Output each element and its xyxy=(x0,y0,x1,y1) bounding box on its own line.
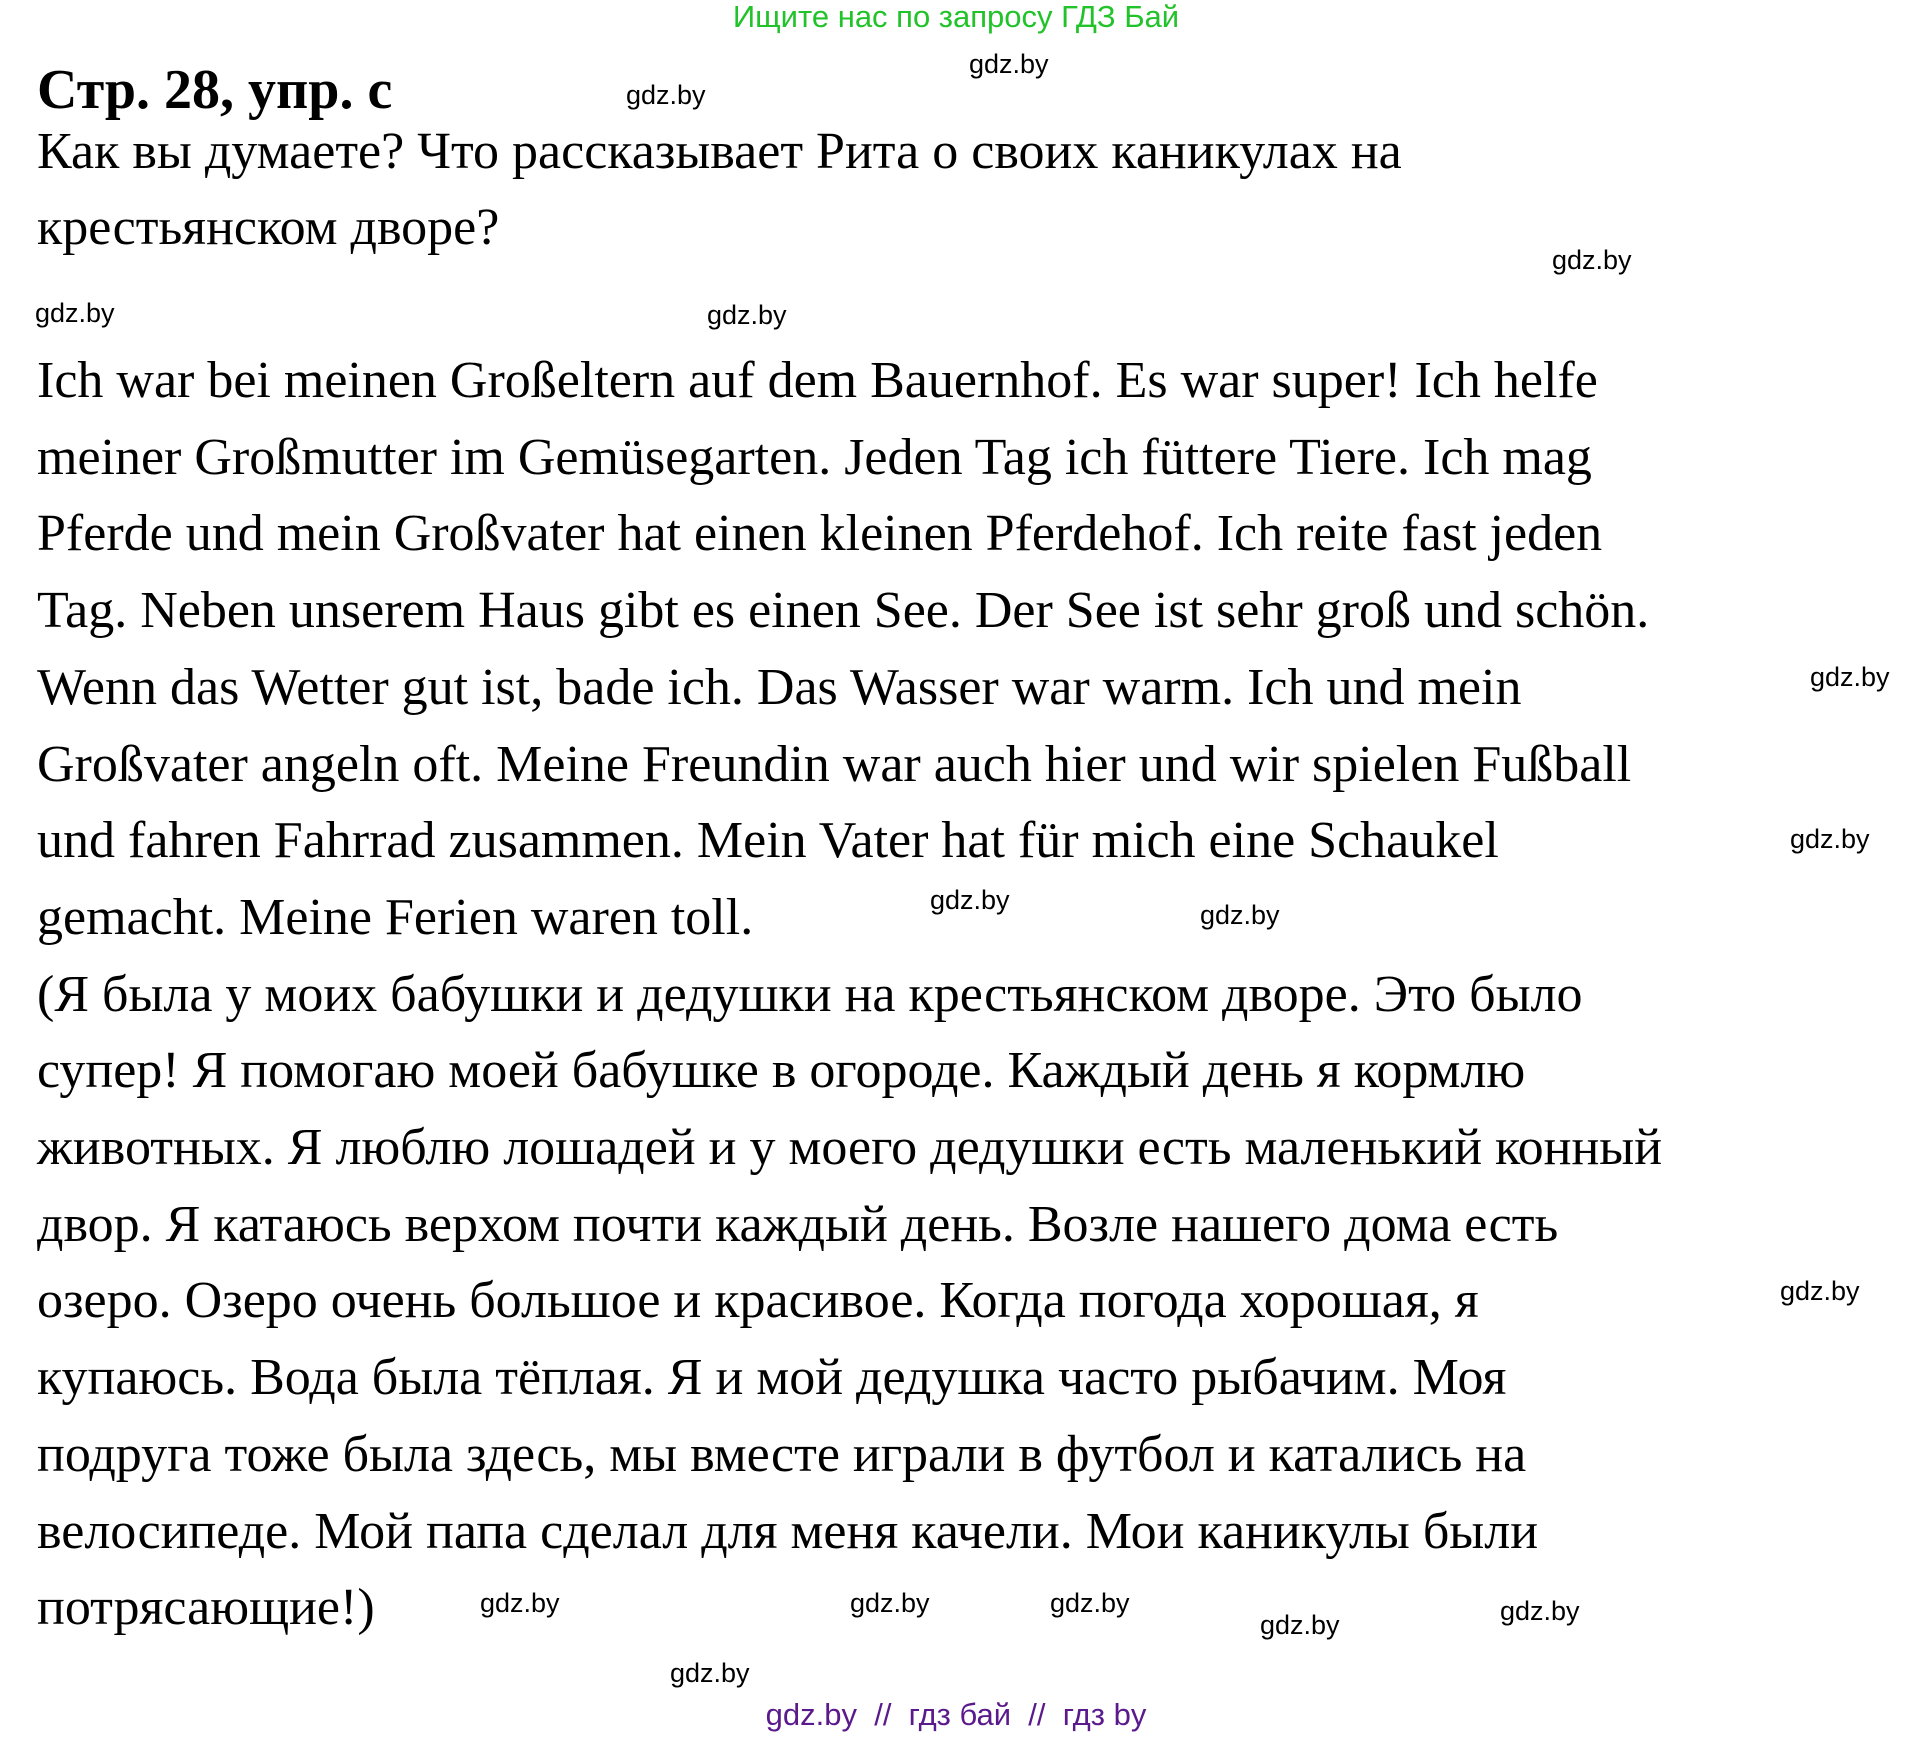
watermark: gdz.by xyxy=(1500,1596,1580,1626)
watermark: gdz.by xyxy=(480,1588,560,1618)
translation-line: животных. Я люблю лошадей и у моего дедушки есть маленький конный xyxy=(37,1119,1663,1177)
translation-line: подруга тоже была здесь, мы вместе играли в футбол и катались на xyxy=(37,1425,1527,1483)
answer-line: Ich war bei meinen Großeltern auf dem Bauernhof. Es war super! Ich helfe xyxy=(37,352,1598,409)
watermark: gdz.by xyxy=(850,1588,930,1618)
question-line: Как вы думаете? Что рассказывает Рита о своих каникулах на xyxy=(37,123,1402,180)
translation-line: двор. Я катаюсь верхом почти каждый день. Возле нашего дома есть xyxy=(37,1195,1559,1253)
translation-line: супер! Я помогаю моей бабушке в огороде. Каждый день я кормлю xyxy=(37,1042,1526,1100)
watermark: gdz.by xyxy=(1260,1610,1340,1640)
watermark: gdz.by xyxy=(969,49,1049,79)
header-banner: Ищите нас по запросу ГДЗ Бай xyxy=(732,0,1180,34)
translation-line: купаюсь. Вода была тёплая. Я и мой дедушка часто рыбачим. Моя xyxy=(37,1349,1507,1407)
watermark: gdz.by xyxy=(1050,1588,1130,1618)
answer-line: meiner Großmutter im Gemüsegarten. Jeden Tag ich füttere Tiere. Ich mag xyxy=(37,428,1592,486)
watermark: gdz.by xyxy=(707,300,787,330)
watermark: gdz.by xyxy=(1552,245,1632,275)
watermark: gdz.by xyxy=(930,885,1010,915)
question xyxy=(37,114,1402,266)
watermark: gdz.by xyxy=(35,298,115,328)
answer-line: Tag. Neben unserem Haus gibt es einen See. Der See ist sehr groß und schön. xyxy=(37,582,1650,640)
translation-line: потрясающие!) xyxy=(37,1579,375,1637)
translation-line: озеро. Озеро очень большое и красивое. Когда погода хорошая, я xyxy=(37,1272,1479,1330)
answer-line: Wenn das Wetter gut ist, bade ich. Das Wasser war warm. Ich und mein xyxy=(37,658,1522,716)
translation-line: (Я была у моих бабушки и дедушки на крестьянском дворе. Это было xyxy=(37,965,1583,1023)
watermark: gdz.by xyxy=(1200,900,1280,930)
translation-line: велосипеде. Мой папа сделал для меня качели. Мои каникулы были xyxy=(37,1502,1539,1560)
footer-links: gdz.by // гдз бай // гдз by xyxy=(765,1697,1147,1732)
watermark: gdz.by xyxy=(670,1658,750,1688)
answer xyxy=(37,343,1662,1647)
question-line: крестьянском дворе? xyxy=(37,199,500,256)
watermark: gdz.by xyxy=(1810,662,1890,692)
answer-line: Großvater angeln oft. Meine Freundin war auch hier und wir spielen Fußball xyxy=(37,735,1632,793)
watermark: gdz.by xyxy=(1790,824,1870,854)
answer-line: gemacht. Meine Ferien waren toll. xyxy=(37,888,754,946)
answer-line: und fahren Fahrrad zusammen. Mein Vater hat für mich eine Schaukel xyxy=(37,812,1499,870)
answer-line: Pferde und mein Großvater hat einen kleinen Pferdehof. Ich reite fast jeden xyxy=(37,505,1603,563)
page-title: Стр. 28, упр. c xyxy=(37,59,393,121)
watermark: gdz.by xyxy=(626,80,706,110)
watermark: gdz.by xyxy=(1780,1276,1860,1306)
